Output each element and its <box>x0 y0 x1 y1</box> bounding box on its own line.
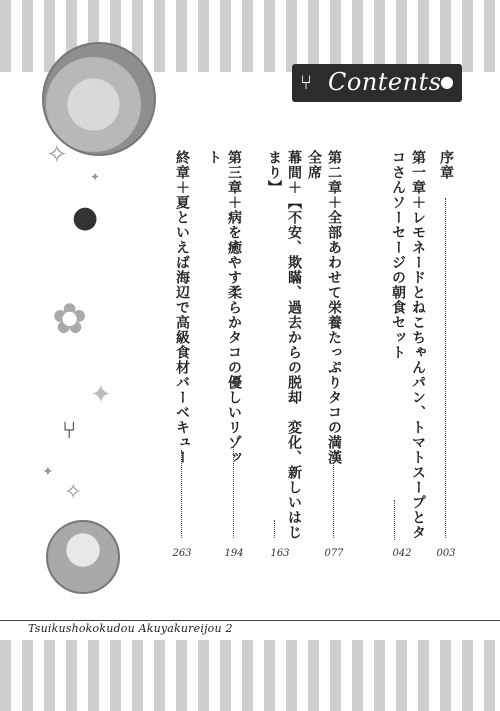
toc-entry[interactable] <box>432 150 460 560</box>
flower-icon: ✿ <box>52 294 88 343</box>
toc-entry[interactable] <box>168 150 196 560</box>
fork-knife-icon: ⑂ <box>300 70 312 94</box>
page-title: Contents <box>328 68 442 96</box>
toc-entry[interactable] <box>206 150 248 560</box>
toc-leader <box>445 198 446 538</box>
toc-entry-page: 077 <box>324 548 344 559</box>
character-portrait <box>46 520 120 594</box>
toc-entry-page: 263 <box>172 548 192 559</box>
toc-entry-label: 序章 <box>438 150 454 180</box>
sparkle-icon: ✦ <box>42 464 54 480</box>
toc-entry-page: 194 <box>224 548 244 559</box>
toc-entry-label: 第三章＋病を癒やす柔らかタコの優しいリゾット <box>206 150 242 465</box>
toc-leader <box>333 462 334 538</box>
bottom-stripes <box>0 640 500 711</box>
toc-entry[interactable] <box>260 150 304 560</box>
sparkle-icon: ✦ <box>90 170 101 184</box>
pan-icon: ● <box>72 200 99 235</box>
toc-leader <box>274 520 275 538</box>
food-plate-illustration <box>42 42 156 156</box>
toc-entry-label: 第一章＋レモネードとねこちゃんパン、トマトスープとタコさんソーセージの朝食セット <box>390 150 426 540</box>
toc-entry[interactable] <box>306 150 348 560</box>
toc-leader <box>181 450 182 538</box>
fork-knife-icon: ⑂ <box>62 416 77 444</box>
toc-leader <box>394 500 395 540</box>
pot-icon: ● <box>440 72 454 91</box>
sparkle-icon: ✧ <box>46 140 68 170</box>
sparkle-icon: ✦ <box>90 380 112 410</box>
contents-banner <box>292 64 462 102</box>
toc-entry-label: 終章＋夏といえば海辺で高級食材バーベキュー <box>174 150 190 465</box>
toc-entry-page: 163 <box>270 548 290 559</box>
toc-entry-page: 042 <box>392 548 412 559</box>
toc-entry[interactable] <box>380 150 428 560</box>
footer-title: Tsuikushokokudou Akuyakureijou 2 <box>28 622 233 635</box>
toc-entry-label: 幕間＋【不安、欺瞞、過去からの脱却 変化、新しいはじまり】 <box>266 150 302 540</box>
toc-entry-label: 第二章＋全部あわせて栄養たっぷりタコの満漢全席 <box>306 150 342 465</box>
toc-entry-page: 003 <box>436 548 456 559</box>
sparkle-icon: ✧ <box>64 480 83 505</box>
toc-leader <box>233 446 234 538</box>
